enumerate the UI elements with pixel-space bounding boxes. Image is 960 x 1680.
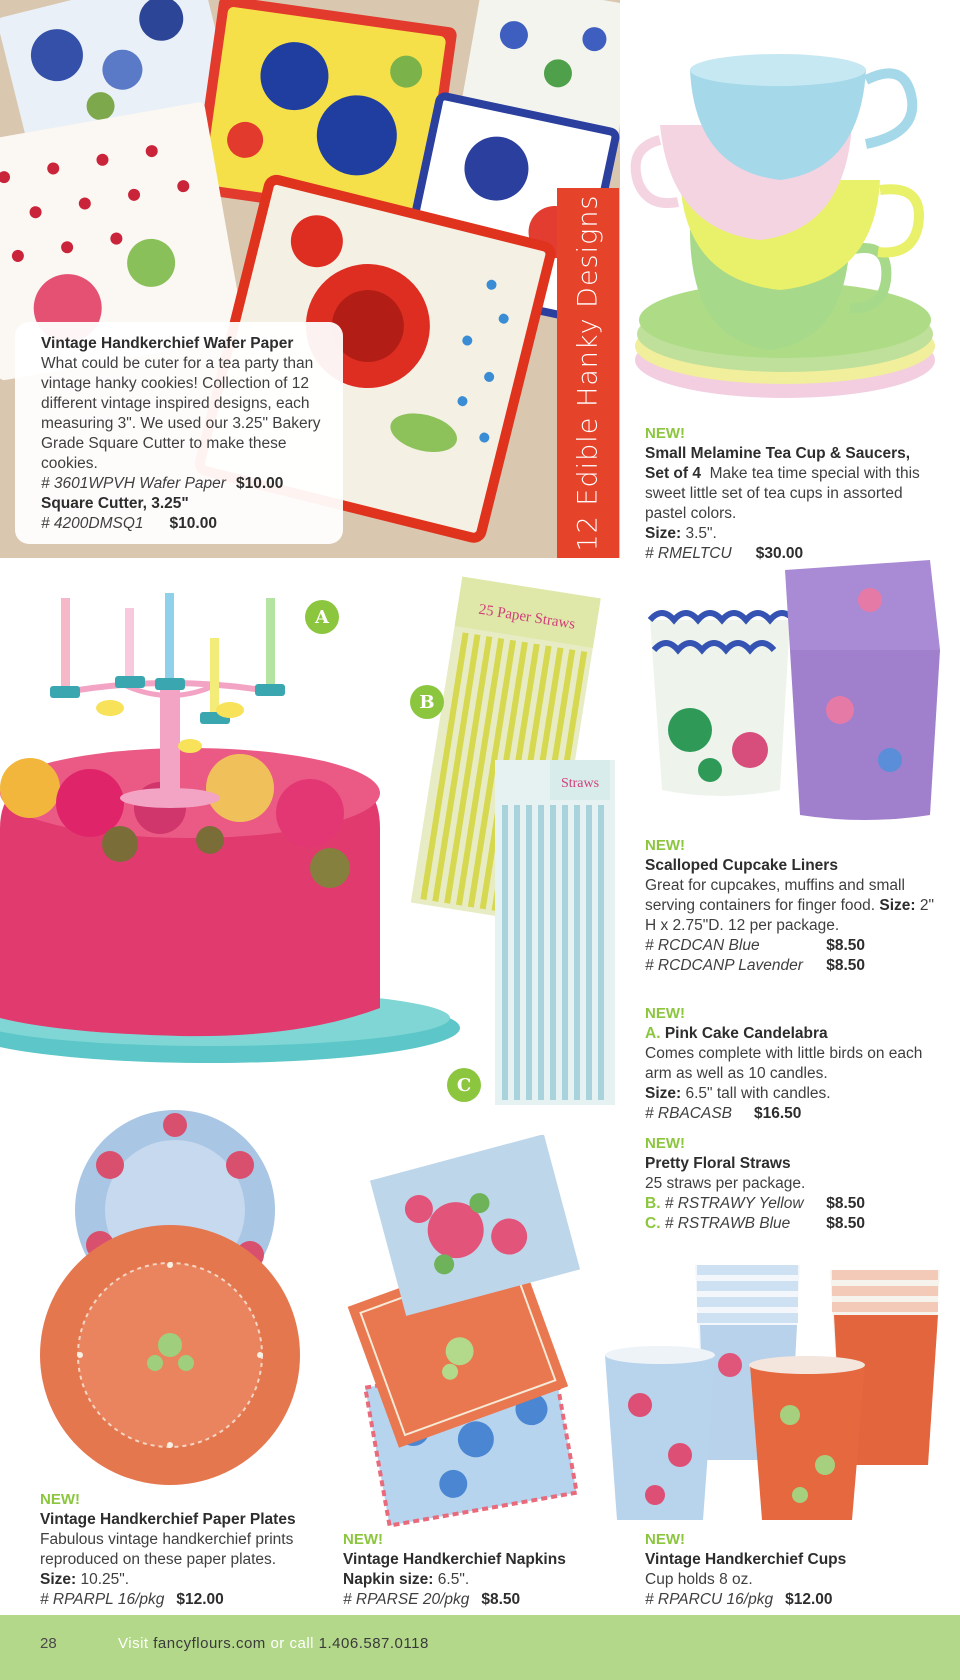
napkins-copy [343,1530,633,1610]
plates-sku: # RPARPL 16/pkg [40,1591,165,1608]
liners-size-label: Size: [879,897,916,914]
footer-phone[interactable]: 1.406.587.0118 [318,1635,429,1652]
teacups-sku: # RMELTCU [645,545,732,562]
candelabra-new-tag: NEW! [645,1005,685,1022]
plates-title: Vintage Handkerchief Paper Plates [40,1511,296,1528]
liners-description: Great for cupcakes, muffins and small serving containers for finger food. [645,877,905,914]
napkins-new-tag: NEW! [343,1531,383,1548]
teacups-description: Make tea time special with this sweet little set of tea cups in assorted pastel colors. [645,465,920,522]
cutter-sku-row [41,514,329,534]
napkins-size: 6.5". [437,1571,470,1588]
straws-sku-row-1 [645,1194,865,1214]
liners-title: Scalloped Cupcake Liners [645,857,838,874]
liners-sku-lavender: # RCDCANP Lavender [645,957,803,974]
napkins-size-label: Napkin size: [343,1571,434,1588]
candelabra-description: Comes complete with little birds on each arm as well as 10 candles. [645,1045,923,1082]
cups-description: Cup holds 8 oz. [645,1571,753,1588]
page-number: 28 [40,1635,57,1652]
straws-price-blue: $8.50 [826,1215,865,1232]
plates-size: 10.25". [80,1571,130,1588]
candelabra-size-label: Size: [645,1085,682,1102]
candelabra-size: 6.5" tall with candles. [685,1085,831,1102]
banner-text: 12 Edible Hanky Designs [572,194,604,552]
cups-photo [600,1255,945,1525]
wafer-sku-row [41,474,329,494]
badge-b: B [410,685,444,719]
liners-sku-row-1 [645,936,865,956]
liners-sku-row-2 [645,956,865,976]
candelabra-copy [645,1004,935,1124]
straws-sku-yellow: # RSTRAWY Yellow [664,1195,804,1212]
liners-size: 2" H x 2.75"D. 12 per package. [645,897,934,934]
plates-price: $12.00 [176,1591,224,1608]
page-footer [0,1615,960,1680]
tea-cups-photo [630,20,950,420]
wafer-paper-card [15,322,343,544]
footer-website-link[interactable]: fancyflours.com [153,1635,266,1652]
wafer-description: What could be cuter for a tea party than vintage hanky cookies! Collection of 12 different vintage inspired designs, each measuring 3". We used our 3.25" Bakery Grade Square Cutter to make these cookies. [41,355,321,472]
wafer-price: $10.00 [235,475,284,492]
teacups-new-tag: NEW! [645,425,685,442]
cups-title: Vintage Handkerchief Cups [645,1551,847,1568]
straws-price-yellow: $8.50 [826,1195,865,1212]
cutter-price: $10.00 [169,515,217,532]
cups-price: $12.00 [785,1591,833,1608]
plates-sku-row [40,1590,330,1610]
straws-new-tag: NEW! [645,1135,685,1152]
wafer-title: Vintage Handkerchief Wafer Paper [41,335,294,352]
candelabra-sku: # RBACASB [645,1105,733,1122]
cutter-sku: # 4200DMSQ1 [41,515,144,532]
cutter-title: Square Cutter, 3.25" [41,495,189,512]
cups-sku: # RPARCU 16/pkg [645,1591,774,1608]
footer-contact [118,1635,429,1652]
candelabra-letter: A. [645,1025,661,1042]
candelabra-sku-row [645,1104,935,1124]
straws-sku-row-2 [645,1214,865,1234]
edible-hanky-banner [557,188,619,558]
liners-price-lavender: $8.50 [826,957,865,974]
straws-description: 25 straws per package. [645,1175,806,1192]
blue-straws-label: Straws [560,776,600,791]
footer-visit: Visit [118,1635,149,1652]
liners-sku-blue: # RCDCAN Blue [645,937,760,954]
straws-title: Pretty Floral Straws [645,1155,791,1172]
liners-price-blue: $8.50 [826,937,865,954]
plates-copy [40,1490,330,1610]
plates-size-label: Size: [40,1571,77,1588]
cups-new-tag: NEW! [645,1531,685,1548]
teacups-price: $30.00 [755,545,804,562]
napkins-photo [345,1135,590,1540]
blue-straws-photo [490,755,620,1110]
liners-new-tag: NEW! [645,837,685,854]
straws-sku-blue: # RSTRAWB Blue [664,1215,791,1232]
plates-new-tag: NEW! [40,1491,80,1508]
cups-copy [645,1530,935,1610]
footer-call: or call [270,1635,314,1652]
badge-a: A [305,600,339,634]
napkins-price: $8.50 [481,1591,521,1608]
plates-description: Fabulous vintage handkerchief prints reproduced on these paper plates. [40,1531,294,1568]
cupcake-liners-photo [640,540,955,825]
badge-c: C [447,1068,481,1102]
napkins-sku-row [343,1590,633,1610]
candelabra-title: Pink Cake Candelabra [664,1025,828,1042]
straws-letter-c: C. [645,1215,661,1232]
cups-sku-row [645,1590,935,1610]
napkins-sku: # RPARSE 20/pkg [343,1591,470,1608]
straws-copy [645,1134,935,1234]
paper-plates-photo [40,1105,310,1495]
teacups-size-label: Size: [645,525,682,542]
wafer-sku: # 3601WPVH Wafer Paper [41,475,226,492]
teacups-title: Small Melamine Tea Cup & Saucers, Set of 4 [645,445,911,482]
teacups-size: 3.5". [685,525,717,542]
liners-copy [645,836,935,976]
straws-letter-b: B. [645,1195,661,1212]
candelabra-price: $16.50 [754,1105,802,1122]
napkins-title: Vintage Handkerchief Napkins [343,1551,566,1568]
yellow-straws-label: 25 Paper Straws [477,601,577,633]
